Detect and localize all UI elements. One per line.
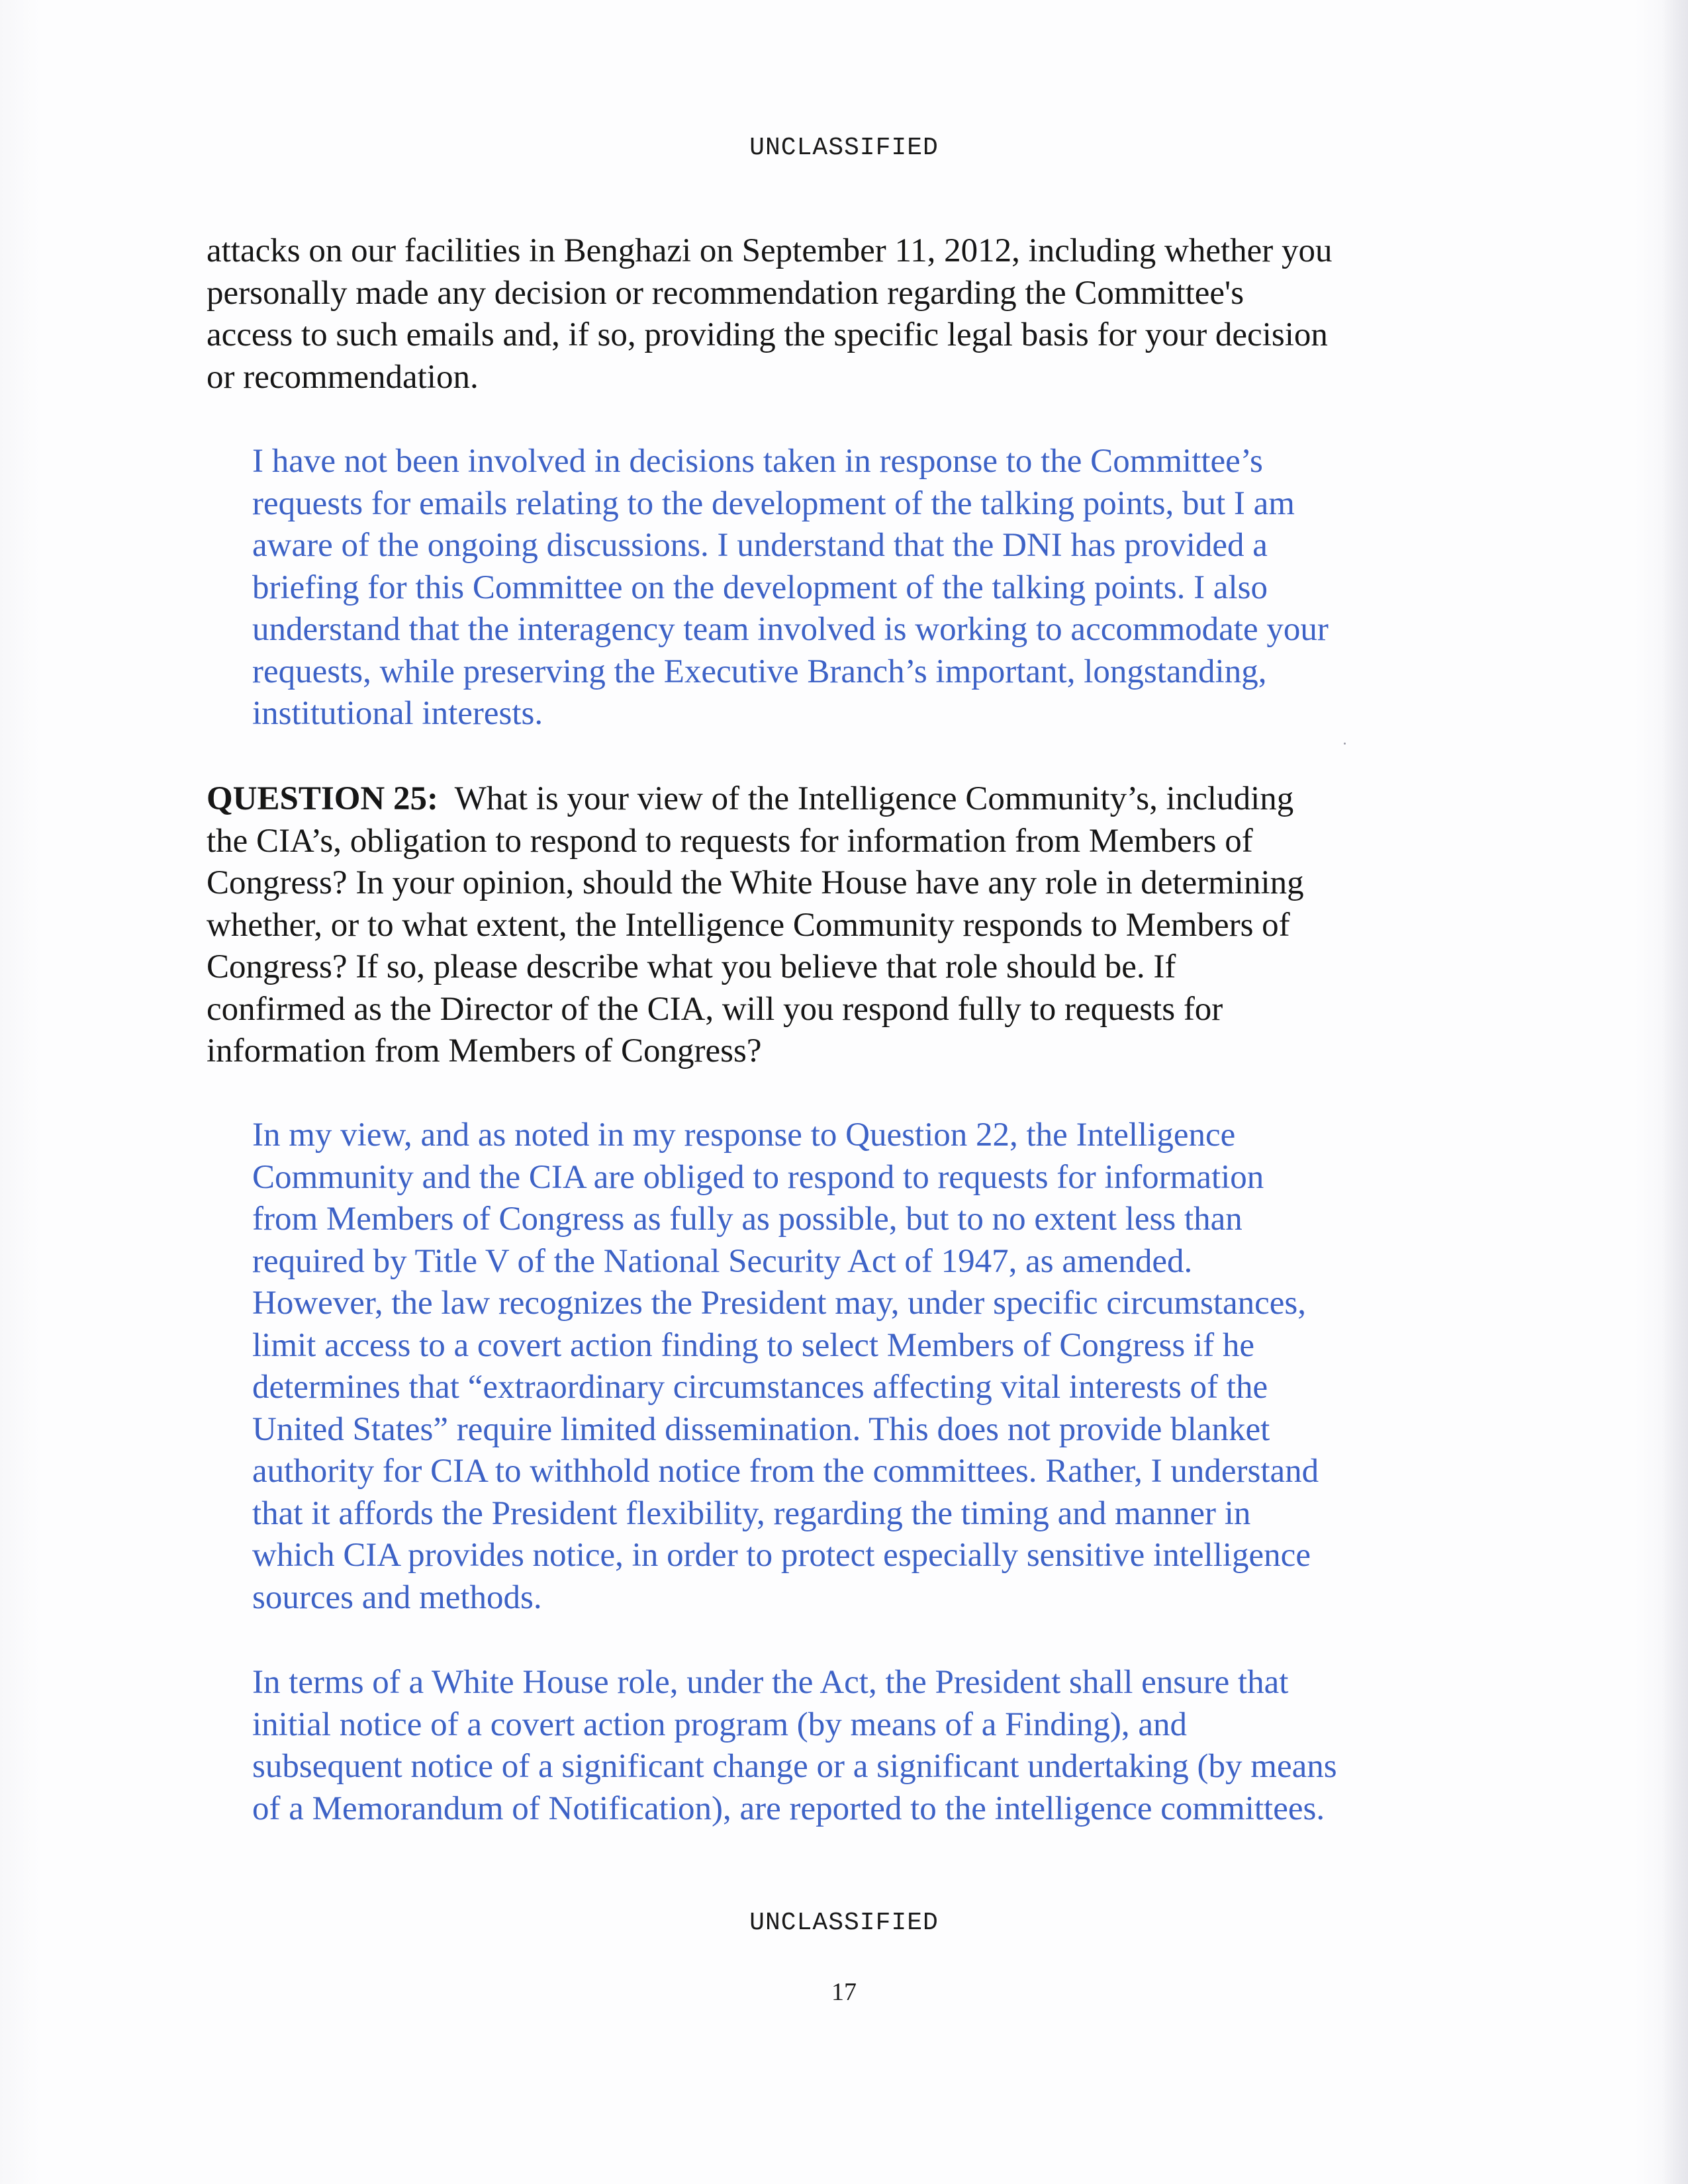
text-line: which CIA provides notice, in order to protect especially sensitive intelligence <box>252 1537 1311 1574</box>
text-line: aware of the ongoing discussions. I understand that the DNI has provided a <box>252 527 1268 564</box>
question-25-label: QUESTION 25: <box>207 780 438 817</box>
scan-edge-shadow <box>1662 0 1688 2184</box>
text-line: confirmed as the Director of the CIA, will you respond fully to requests for <box>207 990 1223 1028</box>
text-line: authority for CIA to withhold notice from the committees. Rather, I understand <box>252 1453 1319 1490</box>
answer-24-paragraph <box>252 441 1329 735</box>
text-line: requests for emails relating to the development of the talking points, but I am <box>252 484 1295 522</box>
text-line: personally made any decision or recommendation regarding the Committee's <box>207 274 1244 312</box>
text-line: Community and the CIA are obliged to respond to requests for information <box>252 1158 1264 1196</box>
question-25 <box>207 778 1304 1073</box>
text-line: subsequent notice of a significant change or a significant undertaking (by means <box>252 1748 1337 1785</box>
text-line: access to such emails and, if so, providing the specific legal basis for your decision <box>207 316 1328 353</box>
question-25-first-line <box>207 778 1304 821</box>
text-line: However, the law recognizes the President may, under specific circumstances, <box>252 1285 1307 1322</box>
text-line: attacks on our facilities in Benghazi on September 11, 2012, including whether you <box>207 232 1333 269</box>
text-line: institutional interests. <box>252 695 543 732</box>
text-line: from Members of Congress as fully as possible, but to no extent less than <box>252 1201 1243 1238</box>
footer-classification-marking: UNCLASSIFIED <box>749 1909 939 1937</box>
scan-speck <box>1344 743 1346 745</box>
text-line: that it affords the President flexibility, regarding the timing and manner in <box>252 1494 1251 1532</box>
text-line: Congress? In your opinion, should the White House have any role in determining <box>207 864 1304 901</box>
text-line: understand that the interagency team involved is working to accommodate your <box>252 611 1329 648</box>
question-25-text-start: What is your view of the Intelligence Community’s, including <box>438 780 1294 817</box>
text-line: United States” require limited dissemination. This does not provide blanket <box>252 1410 1270 1448</box>
text-line: requests, while preserving the Executive Branch’s important, longstanding, <box>252 653 1267 690</box>
header-classification-marking: UNCLASSIFIED <box>749 134 939 162</box>
text-line: determines that “extraordinary circumstances affecting vital interests of the <box>252 1369 1268 1406</box>
text-line: In my view, and as noted in my response to Question 22, the Intelligence <box>252 1116 1236 1154</box>
answer-25-paragraph-1 <box>252 1115 1319 1619</box>
text-line: required by Title V of the National Security Act of 1947, as amended. <box>252 1242 1193 1280</box>
text-line: briefing for this Committee on the development of the talking points. I also <box>252 569 1268 606</box>
text-line: limit access to a covert action finding to select Members of Congress if he <box>252 1326 1254 1364</box>
text-line: Congress? If so, please describe what you believe that role should be. If <box>207 948 1176 985</box>
text-line: the CIA’s, obligation to respond to requests for information from Members of <box>207 822 1253 860</box>
text-line: information from Members of Congress? <box>207 1032 762 1069</box>
text-line: or recommendation. <box>207 358 479 396</box>
text-line: I have not been involved in decisions taken in response to the Committee’s <box>252 443 1263 480</box>
question-24-continuation <box>207 230 1333 398</box>
text-line: whether, or to what extent, the Intelligence Community responds to Members of <box>207 906 1290 944</box>
answer-25-paragraph-2 <box>252 1662 1337 1830</box>
text-line: In terms of a White House role, under the Act, the President shall ensure that <box>252 1664 1289 1701</box>
page-number: 17 <box>831 1978 857 2006</box>
text-line: of a Memorandum of Notification), are reported to the intelligence committees. <box>252 1790 1325 1827</box>
text-line: sources and methods. <box>252 1578 542 1616</box>
text-line: initial notice of a covert action program (by means of a Finding), and <box>252 1706 1187 1743</box>
